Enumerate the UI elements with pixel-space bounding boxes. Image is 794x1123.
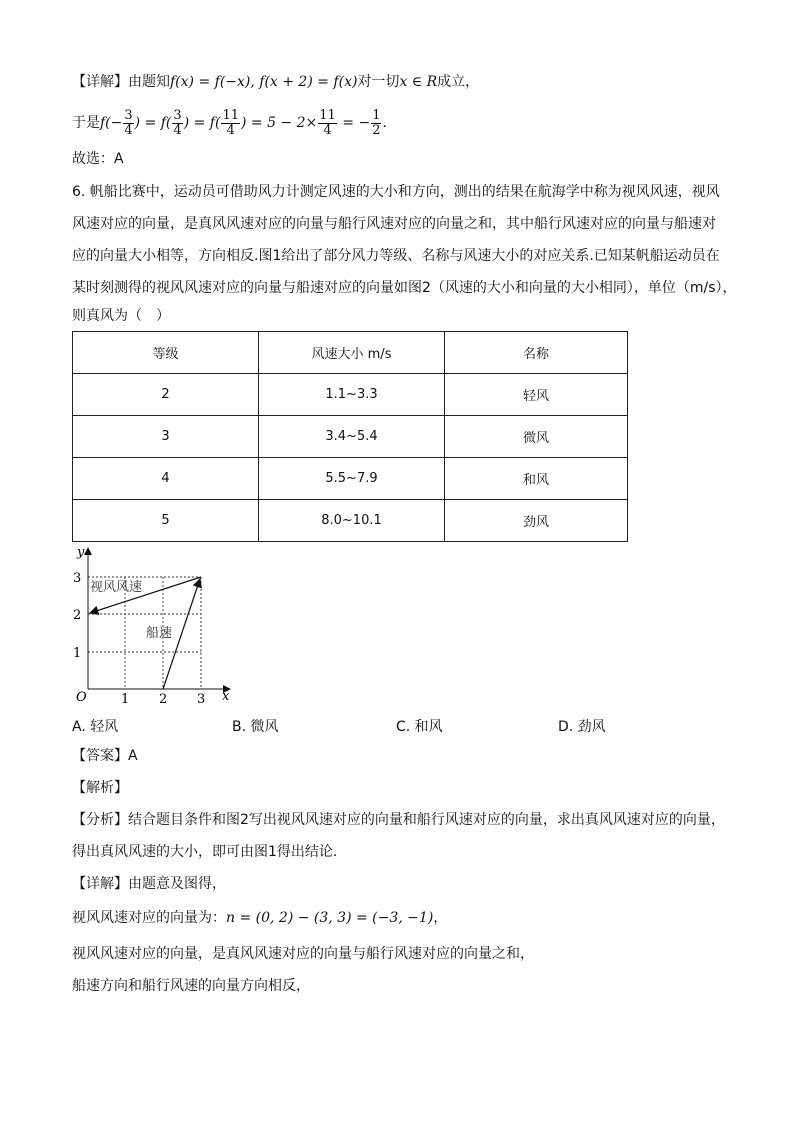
fenxi-line-1 [72,810,725,830]
table-row [73,416,628,458]
fraction-4: $\frac{11}{4}$ [319,107,336,138]
q6-line-5: 则真风为（ ） [72,308,170,324]
table-row [73,500,628,542]
detail-line-2 [72,106,387,140]
table-row [73,374,628,416]
expr-mid-3: ) = 5 − 2× [240,115,318,131]
last-line-2: 船速方向和船行风速的向量方向相反， [72,978,310,994]
answer-line [72,746,138,766]
detail-tag: 【详解】 [72,74,128,90]
x-tick: 3 [197,692,206,707]
table-cell: 3 [73,416,259,458]
fenxi-line-2: 得出真风风速的大小，即可由图1得出结论. [72,844,338,860]
table-header: 等级 [73,332,259,374]
option-c[interactable]: C. 和风 [396,719,443,735]
detail-2-tag: 【详解】 [72,876,128,892]
expr-mid-4: = − [337,115,371,131]
expr-mid-2: ) = f( [183,115,221,131]
fenxi-tag: 【分析】 [72,812,128,828]
expr-end: . [382,115,387,131]
fraction-1: $\frac{3}{4}$ [124,107,133,138]
y-axis-label: y [77,545,85,560]
detail-expr-2: x ∈ R [399,74,438,90]
expr-pre: f(− [100,115,123,131]
lead-text: 于是 [72,115,100,131]
table-header-row [73,332,628,374]
detail-line-1 [72,72,479,92]
table-cell: 2 [73,374,259,416]
table-cell: 微风 [445,416,628,458]
table-header: 名称 [445,332,628,374]
detail-text-a: 由题知 [128,74,170,90]
answer-tag: 【答案】 [72,748,128,764]
option-a[interactable]: A. 轻风 [72,719,119,735]
detail-expr-1: f(x) = f(−x), f(x + 2) = f(x) [170,74,358,90]
fenxi-text-1: 结合题目条件和图2写出视风风速对应的向量和船行风速对应的向量，求出真风风速对应的向量， [128,812,725,828]
detail-2-line [72,874,226,894]
detail-text-b: 对一切 [357,74,400,90]
fraction-2: $\frac{3}{4}$ [173,107,182,138]
q6-line-3: 应的向量大小相等，方向相反.图1给出了部分风力等级、名称与风速大小的对应关系.已知某帆船运动员在 [72,248,720,264]
table-row [73,458,628,500]
choice-line: 故选：A [72,151,124,167]
analysis-heading: 【解析】 [72,780,128,796]
boat-speed-label: 船速 [146,626,173,641]
table-cell: 1.1~3.3 [259,374,445,416]
vector-end: ， [433,910,448,926]
answer-value: A [128,748,138,764]
apparent-wind-label: 视风风速 [90,580,143,595]
table-cell: 8.0~10.1 [259,500,445,542]
vector-lead: 视风风速对应的向量为： [72,910,226,926]
table-cell: 5.5~7.9 [259,458,445,500]
last-line-1: 视风风速对应的向量，是真风风速对应的向量与船行风速对应的向量之和， [72,946,534,962]
table-cell: 劲风 [445,500,628,542]
x-tick: 2 [159,692,168,707]
detail-2-text: 由题意及图得， [128,876,226,892]
x-tick: 1 [121,692,130,707]
wind-table [72,331,628,542]
expr-mid-1: ) = f( [134,115,172,131]
vector-expr: n = (0, 2) − (3, 3) = (−3, −1) [226,910,434,926]
table-cell: 轻风 [445,374,628,416]
fraction-3: $\frac{11}{4}$ [222,107,239,138]
table-cell: 和风 [445,458,628,500]
table-cell: 4 [73,458,259,500]
q6-line-1: 6. 帆船比赛中，运动员可借助风力计测定风速的大小和方向，测出的结果在航海学中称为视风风速，视风 [72,184,720,200]
table-cell: 5 [73,500,259,542]
vector-line [72,908,447,928]
y-tick: 2 [73,608,82,623]
option-b[interactable]: B. 微风 [232,719,279,735]
table-cell: 3.4~5.4 [259,416,445,458]
q6-line-2: 风速对应的向量，是真风风速对应的向量与船行风速对应的向量之和，其中船行风速对应的向量与船速对 [72,216,716,232]
table-header: 风速大小 m/s [259,332,445,374]
origin-label: O [76,690,87,705]
x-axis-label: x [222,689,230,704]
vector-figure [68,542,238,712]
detail-text-c: 成立， [437,74,480,90]
q6-line-4: 某时刻测得的视风风速对应的向量与船速对应的向量如图2（风速的大小和向量的大小相同），单位（m/s）， [72,280,737,296]
y-tick: 3 [73,571,82,586]
option-d[interactable]: D. 劲风 [558,719,606,735]
y-tick: 1 [73,646,82,661]
fraction-5: $\frac{1}{2}$ [372,107,381,138]
